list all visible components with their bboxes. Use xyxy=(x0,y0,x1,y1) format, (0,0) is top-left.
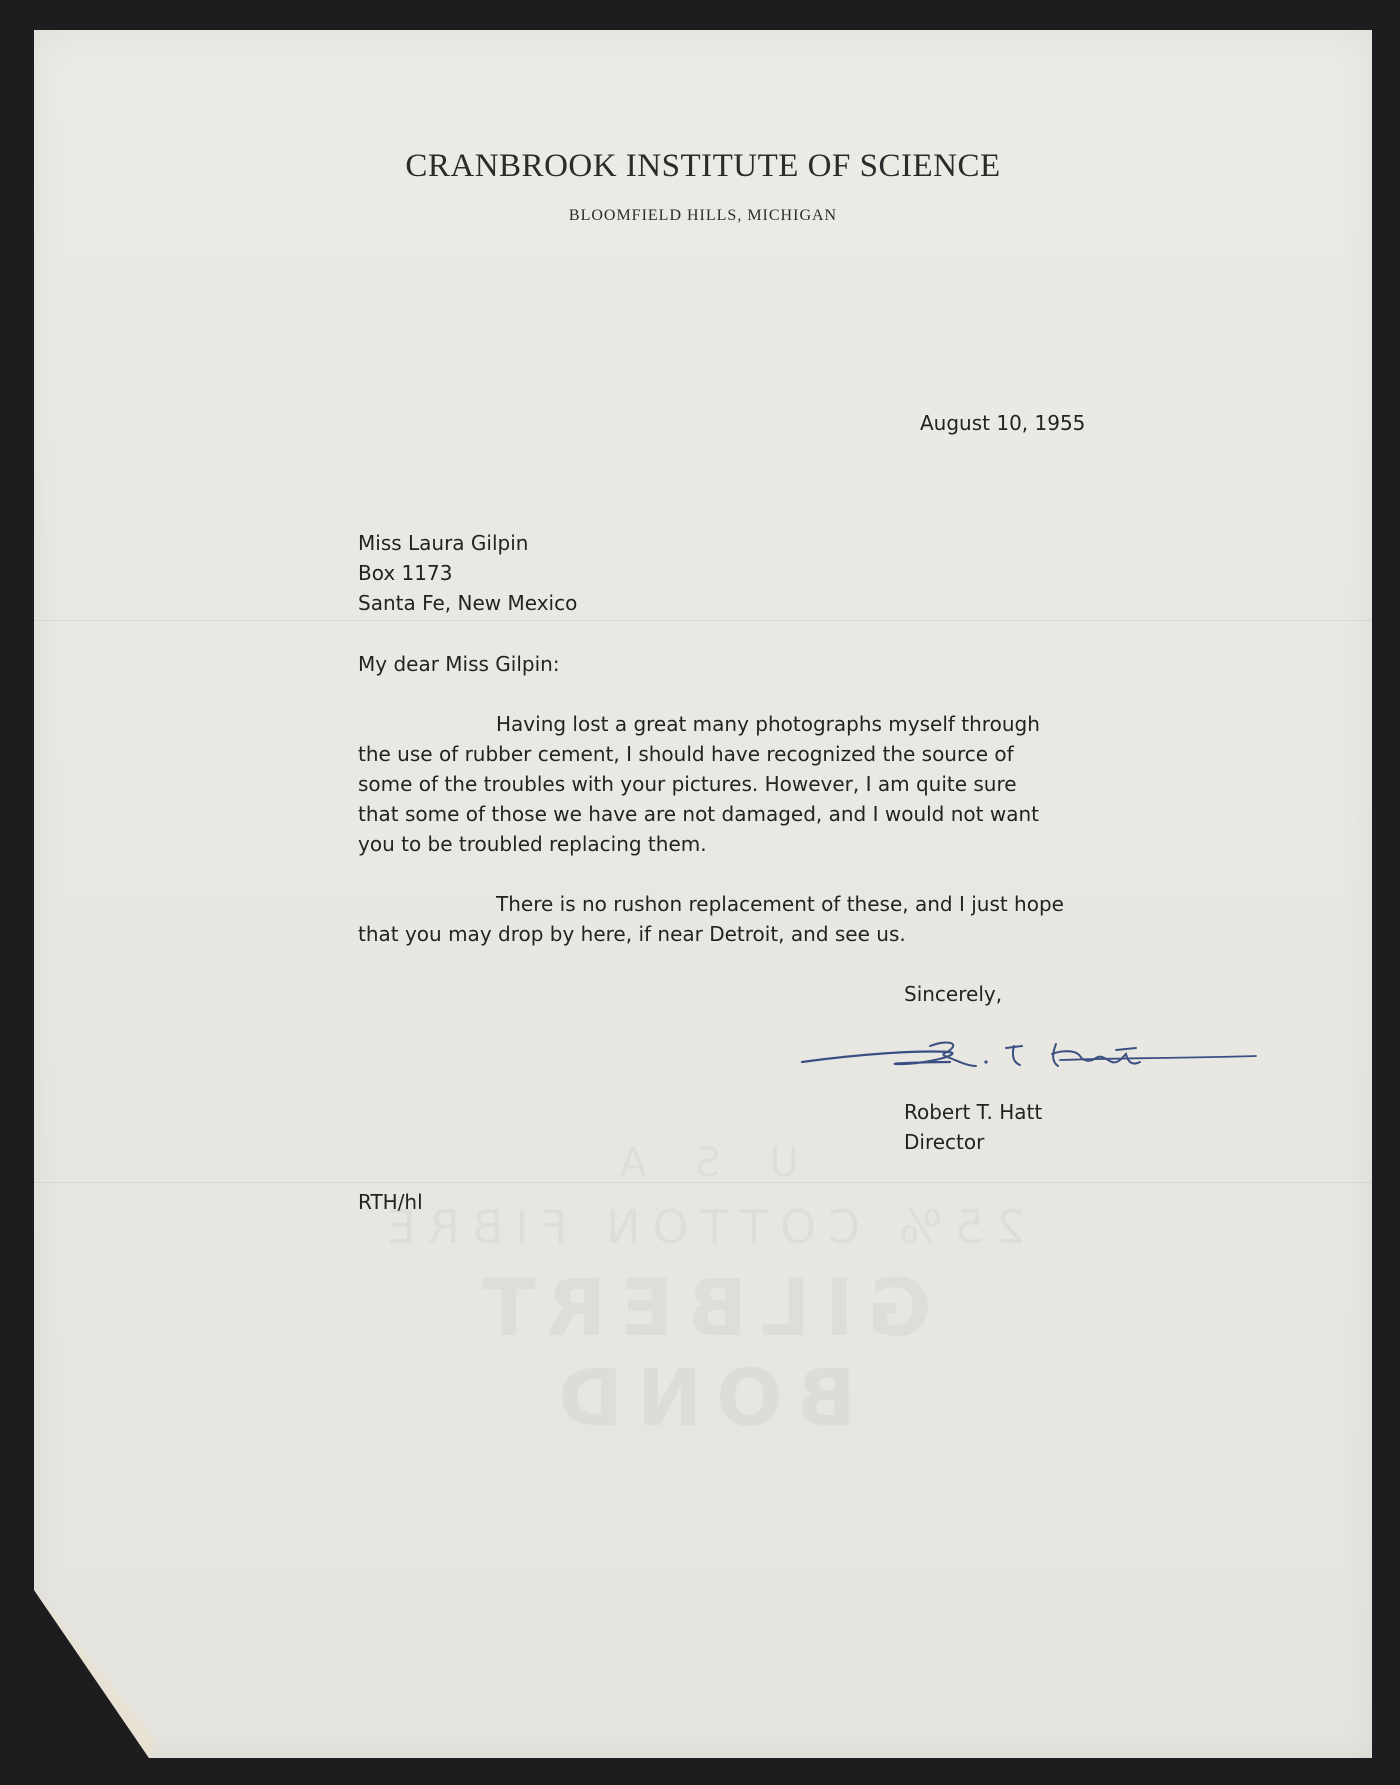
recipient-address xyxy=(358,528,577,618)
signer-name: Robert T. Hatt xyxy=(904,1100,1043,1124)
body-line: that some of those we have are not damaged, and I would not want xyxy=(358,802,1039,826)
paper-watermark xyxy=(300,1140,1100,1440)
body-line: you to be troubled replacing them. xyxy=(358,832,707,856)
signer-title: Director xyxy=(904,1130,985,1154)
body-line: some of the troubles with your pictures. However, I am quite sure xyxy=(358,772,1017,796)
watermark-line xyxy=(300,1264,1100,1444)
letterhead-organization: CRANBROOK INSTITUTE OF SCIENCE xyxy=(405,148,1001,184)
salutation: My dear Miss Gilpin: xyxy=(358,652,560,676)
recipient-box: Box 1173 xyxy=(358,561,453,585)
body-line: that you may drop by here, if near Detroit, and see us. xyxy=(358,922,906,946)
recipient-name: Miss Laura Gilpin xyxy=(358,531,529,555)
signer-block xyxy=(904,1097,1042,1157)
body-line: There is no rushon replacement of these, and I just hope xyxy=(496,892,1064,916)
body-line: Having lost a great many photographs myself through xyxy=(496,712,1040,736)
body-paragraph-1 xyxy=(358,709,1040,859)
handwritten-signature xyxy=(800,1032,1260,1092)
letter-date: August 10, 1955 xyxy=(920,411,1086,435)
reference-initials: RTH/hl xyxy=(358,1190,423,1214)
closing: Sincerely, xyxy=(904,982,1003,1006)
body-line: the use of rubber cement, I should have recognized the source of xyxy=(358,742,1014,766)
body-paragraph-2 xyxy=(358,889,1064,949)
recipient-city: Santa Fe, New Mexico xyxy=(358,591,578,615)
letterhead-location: BLOOMFIELD HILLS, MICHIGAN xyxy=(568,207,838,224)
paper-fold-line xyxy=(34,620,1372,621)
